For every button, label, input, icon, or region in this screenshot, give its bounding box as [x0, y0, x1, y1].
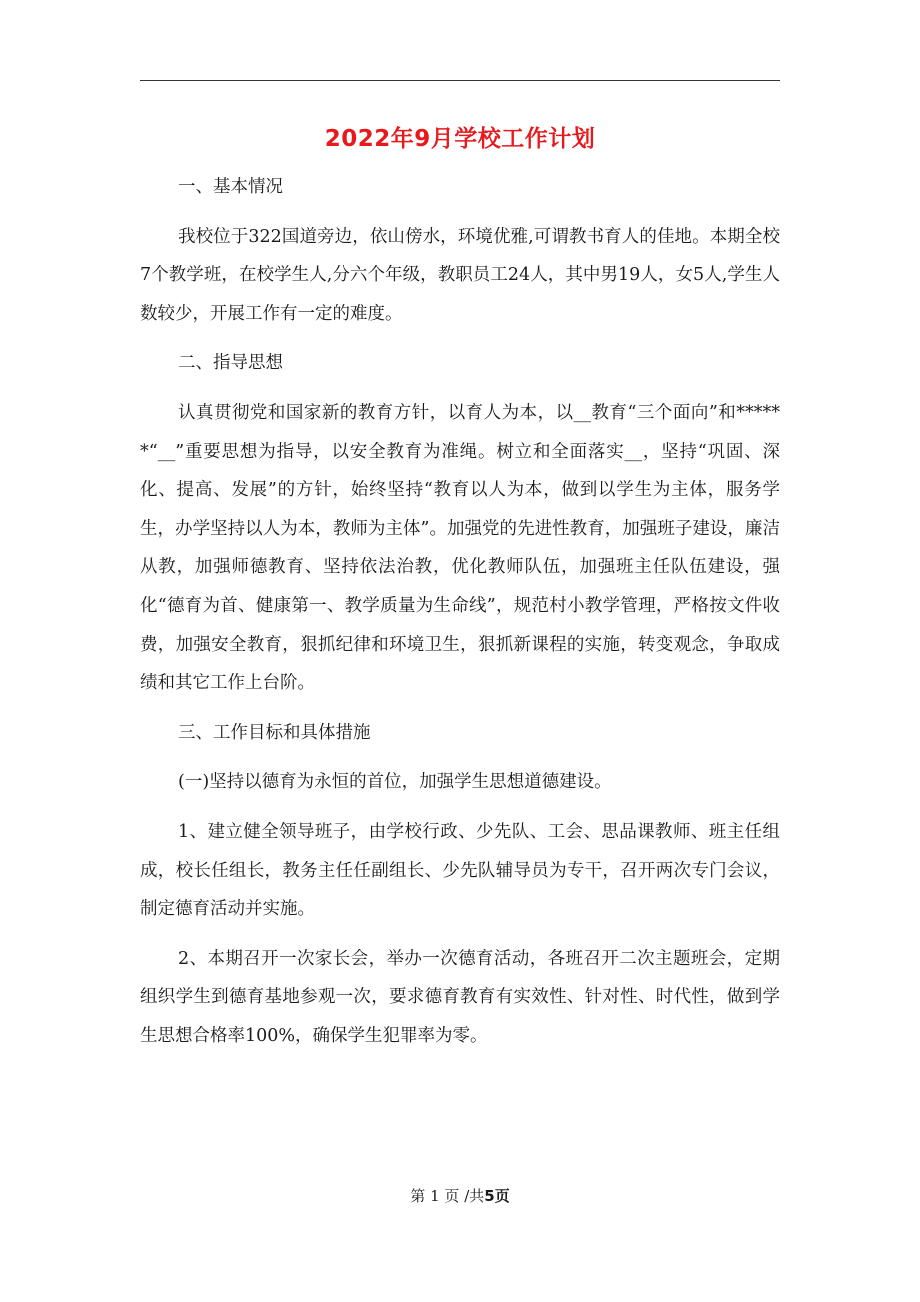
footer-current-page: 1 — [430, 1187, 440, 1205]
document-body — [140, 168, 780, 1055]
paragraph-basic-situation: 我校位于322国道旁边，依山傍水，环境优雅,可谓教书育人的佳地。本期全校7个教学班，在校学生人,分六个年级，教职员工24人，其中男19人，女5人,学生人数较少，开展工作有一定的难度。 — [140, 226, 780, 324]
footer-middle: 页 /共 — [444, 1187, 485, 1205]
section-heading-goals: 三、工作目标和具体措施 — [178, 722, 371, 743]
document-title: 2022年9月学校工作计划 — [324, 126, 596, 152]
section-heading-guiding: 二、指导思想 — [178, 353, 283, 374]
footer-total-pages: 5 — [484, 1187, 495, 1205]
paragraph-guiding-thought: 认真贯彻党和国家新的教育方针，以育人为本，以__教育“三个面向”和******“__”重要思想为指导，以安全教育为准绳。树立和全面落实__，坚持“巩固、深化、提高、发展”的方针，始终坚持“教育以人为本，做到以学生为主体，服务学生，办学坚持以人为本，教师为主体”。加强党的先进性教育，加强班子建设，廉洁从教，加强师德教育、坚持依法治教，优化教师队伍，加强班主任队伍建设，强化“德育为首、健康第一、教学质量为生命线”，规范村小教学管理，严格按文件收费，加强安全教育，狠抓纪律和环境卫生，狠抓新课程的实施，转变观念，争取成绩和其它工作上台阶。 — [140, 402, 780, 694]
paragraph-item-1: 1、建立健全领导班子，由学校行政、少先队、工会、思品课教师、班主任组成，校长任组长，教务主任任副组长、少先队辅导员为专干，召开两次专门会议，制定德育活动并实施。 — [140, 821, 780, 920]
footer-suffix: 页 — [494, 1187, 510, 1205]
subsection-heading-moral: (一)坚持以德育为永恒的首位，加强学生思想道德建设。 — [178, 772, 612, 793]
section-heading-basic: 一、基本情况 — [178, 177, 283, 197]
footer-prefix: 第 — [410, 1187, 426, 1205]
page-footer — [140, 1185, 780, 1207]
header-rule — [140, 80, 780, 81]
paragraph-item-2: 2、本期召开一次家长会，举办一次德育活动，各班召开二次主题班会，定期组织学生到德育基地参观一次，要求德育教育有实效性、针对性、时代性，做到学生思想合格率100%，确保学生犯罪率为零。 — [140, 948, 780, 1046]
